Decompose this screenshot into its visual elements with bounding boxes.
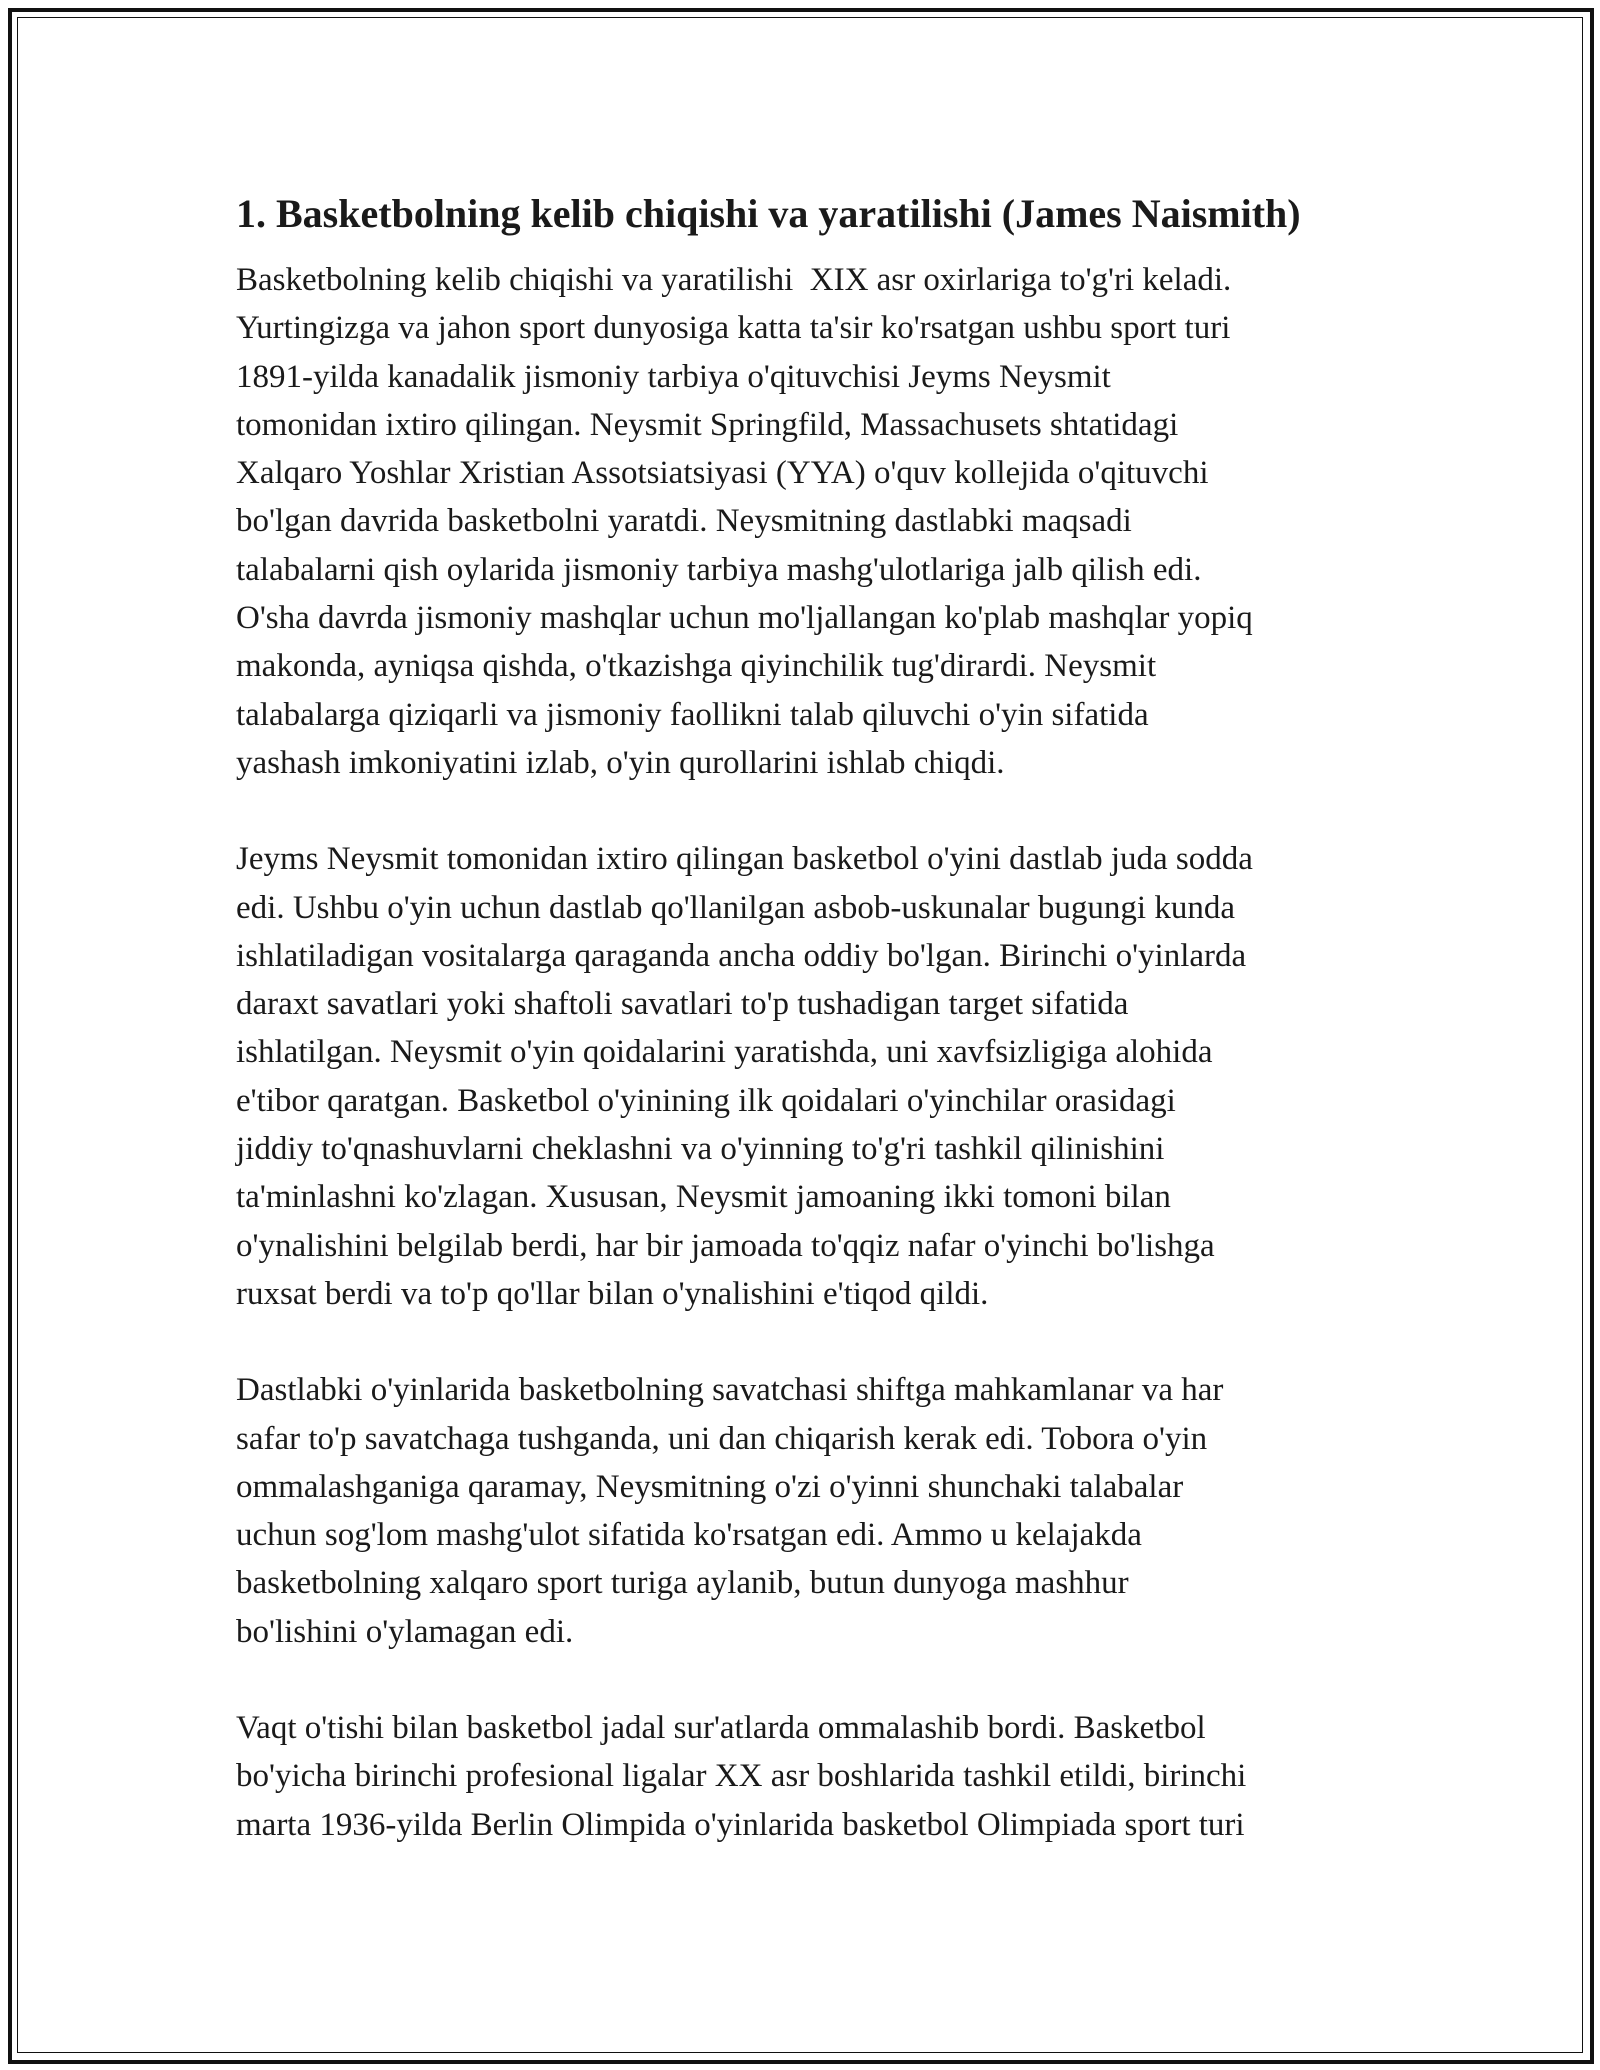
text-line: ommalashganiga qaramay, Neysmitning o'zi o'yinni shunchaki talabalar <box>236 1468 1184 1505</box>
text-line: Xalqaro Yoshlar Xristian Assotsiatsiyasi (YYA) o'quv kollejida o'qituvchi <box>236 455 1209 492</box>
text-line: Vaqt o'tishi bilan basketbol jadal sur'atlarda ommalashib bordi. Basketbol <box>236 1710 1206 1747</box>
section-title: 1. Basketbolning kelib chiqishi va yaratilishi (James Naismith) <box>236 191 1301 236</box>
paragraph-4 <box>236 1704 1386 1849</box>
text-line: bo'lgan davrida basketbolni yaratdi. Neysmitning dastlabki maqsadi <box>236 503 1132 540</box>
text-line: Yurtingizga va jahon sport dunyosiga katta ta'sir ko'rsatgan ushbu sport turi <box>236 310 1231 347</box>
text-line: jiddiy to'qnashuvlarni cheklashni va o'yinning to'g'ri tashkil qilinishini <box>236 1131 1165 1168</box>
text-line: ruxsat berdi va to'p qo'llar bilan o'ynalishini e'tiqod qildi. <box>236 1275 989 1312</box>
text-line: tomonidan ixtiro qilingan. Neysmit Springfild, Massachusets shtatidagi <box>236 406 1179 443</box>
text-line: uchun sog'lom mashg'ulot sifatida ko'rsatgan edi. Ammo u kelajakda <box>236 1517 1142 1554</box>
text-line: ishlatilgan. Neysmit o'yin qoidalarini yaratishda, uni xavfsizligiga alohida <box>236 1034 1213 1071</box>
paragraph-1 <box>236 256 1386 787</box>
text-line: edi. Ushbu o'yin uchun dastlab qo'llanilgan asbob-uskunalar bugungi kunda <box>236 889 1235 926</box>
text-line: makonda, ayniqsa qishda, o'tkazishga qiyinchilik tug'dirardi. Neysmit <box>236 648 1157 685</box>
text-line: 1891-yilda kanadalik jismoniy tarbiya o'qituvchisi Jeyms Neysmit <box>236 358 1111 395</box>
text-line: bo'yicha birinchi profesional ligalar XX asr boshlarida tashkil etildi, birinchi <box>236 1758 1247 1795</box>
text-line: ta'minlashni ko'zlagan. Xususan, Neysmit jamoaning ikki tomoni bilan <box>236 1179 1171 1216</box>
document-body <box>236 186 1386 1897</box>
text-line: bo'lishini o'ylamagan edi. <box>236 1613 574 1650</box>
text-line: basketbolning xalqaro sport turiga aylanib, butun dunyoga mashhur <box>236 1565 1129 1602</box>
text-line: Basketbolning kelib chiqishi va yaratilishi XIX asr oxirlariga to'g'ri keladi. <box>236 262 1232 298</box>
text-line: o'ynalishini belgilab berdi, har bir jamoada to'qqiz nafar o'yinchi bo'lishga <box>236 1227 1215 1264</box>
paragraph-3 <box>236 1366 1386 1656</box>
text-line: talabalarga qiziqarli va jismoniy faollikni talab qiluvchi o'yin sifatida <box>236 696 1149 733</box>
text-line: ishlatiladigan vositalarga qaraganda ancha oddiy bo'lgan. Birinchi o'yinlarda <box>236 937 1247 974</box>
text-line: safar to'p savatchaga tushganda, uni dan chiqarish kerak edi. Tobora o'yin <box>236 1420 1208 1457</box>
text-line: O'sha davrda jismoniy mashqlar uchun mo'ljallangan ko'plab mashqlar yopiq <box>236 600 1253 637</box>
text-line: daraxt savatlari yoki shaftoli savatlari to'p tushadigan target sifatida <box>236 986 1129 1023</box>
text-line: marta 1936-yilda Berlin Olimpida o'yinlarida basketbol Olimpiada sport turi <box>236 1806 1245 1843</box>
text-line: Dastlabki o'yinlarida basketbolning savatchasi shiftga mahkamlanar va har <box>236 1372 1224 1409</box>
paragraph-2 <box>236 835 1386 1318</box>
text-line: e'tibor qaratgan. Basketbol o'yinining ilk qoidalari o'yinchilar orasidagi <box>236 1082 1176 1119</box>
text-line: Jeyms Neysmit tomonidan ixtiro qilingan basketbol o'yini dastlab juda sodda <box>236 841 1253 878</box>
text-line: talabalarni qish oylarida jismoniy tarbiya mashg'ulotlariga jalb qilish edi. <box>236 551 1202 588</box>
text-line: yashash imkoniyatini izlab, o'yin qurollarini ishlab chiqdi. <box>236 744 1005 781</box>
